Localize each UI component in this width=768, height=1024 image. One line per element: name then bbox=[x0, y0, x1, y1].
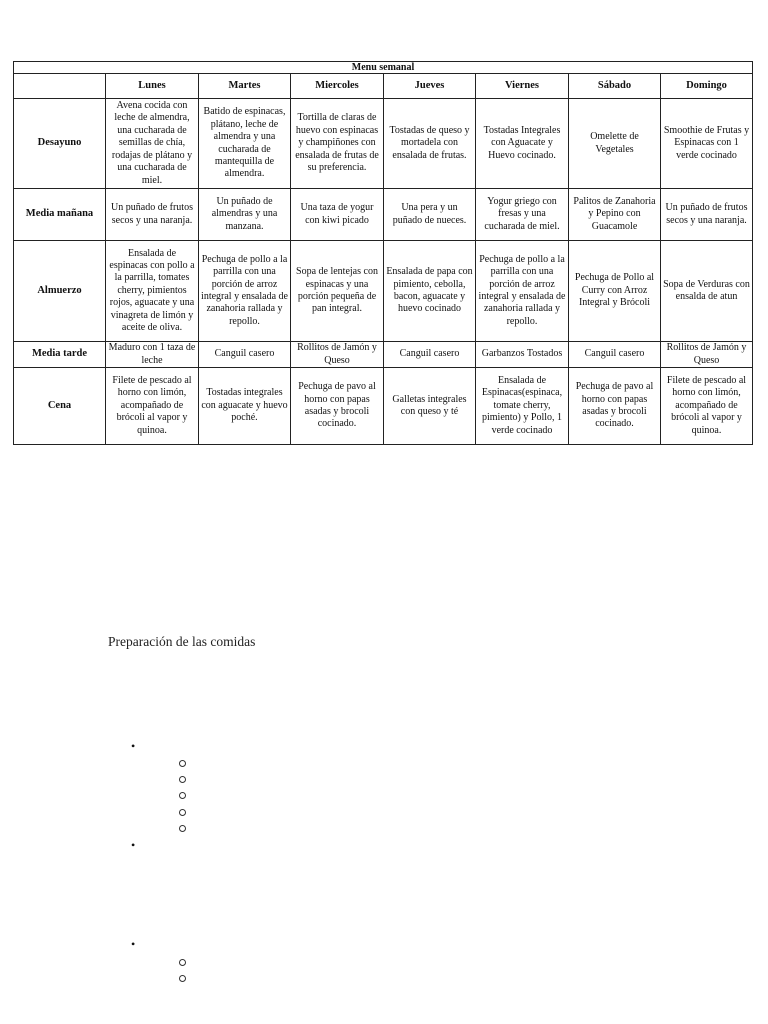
table-row bbox=[14, 342, 753, 368]
sub-bullet-circle bbox=[179, 809, 186, 816]
menu-cell: Garbanzos Tostados bbox=[476, 342, 569, 368]
day-header: Jueves bbox=[384, 74, 476, 99]
meal-label: Desayuno bbox=[14, 99, 106, 189]
menu-cell: Una taza de yogur con kiwi picado bbox=[291, 189, 384, 241]
sub-bullet-circle bbox=[179, 959, 186, 966]
menu-cell: Smoothie de Frutas y Espinacas con 1 verde cocinado bbox=[661, 99, 753, 189]
table-row bbox=[14, 368, 753, 445]
menu-cell: Rollitos de Jamón y Queso bbox=[661, 342, 753, 368]
menu-cell: Canguil casero bbox=[384, 342, 476, 368]
menu-cell: Tostadas de queso y mortadela con ensalada de frutas. bbox=[384, 99, 476, 189]
menu-cell: Palitos de Zanahoria y Pepino con Guacamole bbox=[569, 189, 661, 241]
table-row bbox=[14, 99, 753, 189]
menu-cell: Batido de espinacas, plátano, leche de almendra y una cucharada de mantequilla de almendra. bbox=[199, 99, 291, 189]
weekly-menu-table bbox=[13, 61, 753, 445]
menu-cell: Pechuga de pavo al horno con papas asadas y brocoli cocinado. bbox=[569, 368, 661, 445]
meal-label: Media mañana bbox=[14, 189, 106, 241]
meal-label: Almuerzo bbox=[14, 241, 106, 342]
menu-cell: Pechuga de pollo a la parrilla con una porción de arroz integral y ensalada de zanahoria rallada y repollo. bbox=[476, 241, 569, 342]
menu-cell: Rollitos de Jamón y Queso bbox=[291, 342, 384, 368]
menu-cell: Un puñado de frutos secos y una naranja. bbox=[661, 189, 753, 241]
bullet-marker: • bbox=[131, 739, 136, 753]
menu-cell: Galletas integrales con queso y té bbox=[384, 368, 476, 445]
menu-cell: Avena cocida con leche de almendra, una cucharada de semillas de chía, rodajas de plátano y una cucharada de miel. bbox=[106, 99, 199, 189]
bullet-marker: • bbox=[131, 838, 136, 852]
menu-cell: Maduro con 1 taza de leche bbox=[106, 342, 199, 368]
day-header: Miercoles bbox=[291, 74, 384, 99]
menu-cell: Tortilla de claras de huevo con espinacas y champiñones con ensalada de frutas de su preferencia. bbox=[291, 99, 384, 189]
meal-label: Media tarde bbox=[14, 342, 106, 368]
sub-bullet-circle bbox=[179, 776, 186, 783]
menu-cell: Un puñado de almendras y una manzana. bbox=[199, 189, 291, 241]
sub-bullet-circle bbox=[179, 760, 186, 767]
corner-cell bbox=[14, 74, 106, 99]
day-header: Domingo bbox=[661, 74, 753, 99]
menu-cell: Pechuga de Pollo al Curry con Arroz Integral y Brócoli bbox=[569, 241, 661, 342]
sub-bullet-circle bbox=[179, 825, 186, 832]
menu-cell: Filete de pescado al horno con limón, acompañado de brócoli al vapor y quinoa. bbox=[661, 368, 753, 445]
menu-cell: Yogur griego con fresas y una cucharada de miel. bbox=[476, 189, 569, 241]
sub-bullet-circle bbox=[179, 975, 186, 982]
day-header: Viernes bbox=[476, 74, 569, 99]
bullet-marker: • bbox=[131, 937, 136, 951]
table-row bbox=[14, 189, 753, 241]
menu-cell: Canguil casero bbox=[569, 342, 661, 368]
menu-cell: Pechuga de pavo al horno con papas asadas y brocoli cocinado. bbox=[291, 368, 384, 445]
menu-cell: Sopa de lentejas con espinacas y una porción pequeña de pan integral. bbox=[291, 241, 384, 342]
menu-cell: Una pera y un puñado de nueces. bbox=[384, 189, 476, 241]
day-header: Martes bbox=[199, 74, 291, 99]
menu-title: Menu semanal bbox=[14, 62, 753, 74]
menu-cell: Un puñado de frutos secos y una naranja. bbox=[106, 189, 199, 241]
menu-cell: Tostadas Integrales con Aguacate y Huevo cocinado. bbox=[476, 99, 569, 189]
menu-cell: Ensalada de espinacas con pollo a la parrilla, tomates cherry, pimientos rojos, aguacate y una vinagreta de limón y aceite de oliva. bbox=[106, 241, 199, 342]
menu-cell: Omelette de Vegetales bbox=[569, 99, 661, 189]
preparation-heading: Preparación de las comidas bbox=[108, 634, 256, 649]
menu-cell: Pechuga de pollo a la parrilla con una porción de arroz integral y ensalada de zanahoria rallada y repollo. bbox=[199, 241, 291, 342]
menu-cell: Ensalada de papa con pimiento, cebolla, bacon, aguacate y huevo cocinado bbox=[384, 241, 476, 342]
menu-cell: Sopa de Verduras con ensalda de atun bbox=[661, 241, 753, 342]
sub-bullet-circle bbox=[179, 792, 186, 799]
menu-cell: Tostadas integrales con aguacate y huevo poché. bbox=[199, 368, 291, 445]
day-header: Lunes bbox=[106, 74, 199, 99]
menu-cell: Canguil casero bbox=[199, 342, 291, 368]
meal-label: Cena bbox=[14, 368, 106, 445]
day-header: Sábado bbox=[569, 74, 661, 99]
table-row bbox=[14, 241, 753, 342]
menu-cell: Ensalada de Espinacas(espinaca, tomate cherry, pimiento) y Pollo, 1 verde cocinado bbox=[476, 368, 569, 445]
menu-cell: Filete de pescado al horno con limón, acompañado de brócoli al vapor y quinoa. bbox=[106, 368, 199, 445]
